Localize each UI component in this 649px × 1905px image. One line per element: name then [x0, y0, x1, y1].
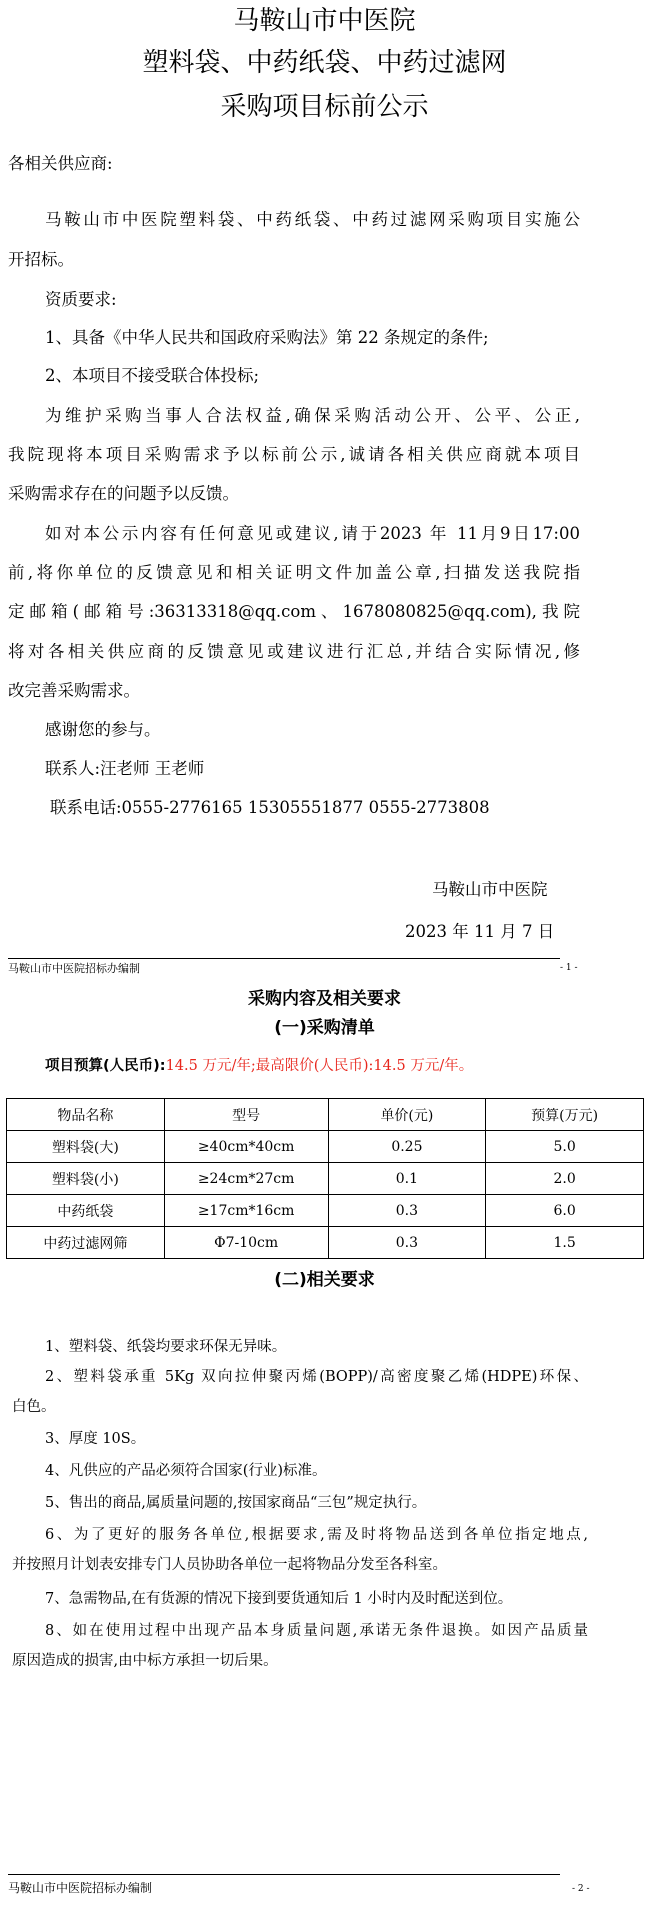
requirement-6-line-2: 并按照月计划表安排专门人员协助各单位一起将物品分发至各科室。 [12, 1557, 447, 1573]
table-cell: 中药纸袋 [7, 1195, 165, 1227]
table-cell: 0.3 [328, 1227, 486, 1259]
thanks-text: 感谢您的参与。 [45, 720, 161, 739]
contact-person: 联系人:汪老师 王老师 [45, 759, 205, 778]
budget-label: 项目预算(人民币): [45, 1058, 166, 1074]
table-cell: ≥17cm*16cm [164, 1195, 328, 1227]
page1-page-number: - 1 - [560, 963, 578, 973]
table-cell: 6.0 [486, 1195, 644, 1227]
table-cell: 塑料袋(小) [7, 1163, 165, 1195]
qualification-heading: 资质要求: [45, 290, 117, 309]
table-header-cell: 预算(万元) [486, 1099, 644, 1131]
contact-phone: 联系电话:0555-2776165 15305551877 0555-2773808 [50, 798, 490, 817]
requirement-1: 1、塑料袋、纸袋均要求环保无异味。 [45, 1339, 287, 1355]
qualification-item-2: 2、本项目不接受联合体投标; [45, 366, 260, 385]
budget-line [45, 1056, 473, 1076]
requirement-3: 3、厚度 10S。 [45, 1431, 146, 1447]
purpose-paragraph-line-1: 为维护采购当事人合法权益,确保采购活动公开、公平、公正, [45, 406, 580, 425]
requirement-7: 7、急需物品,在有货源的情况下接到要货通知后 1 小时内及时配送到位。 [45, 1591, 513, 1607]
feedback-paragraph-line-3: 定邮箱(邮箱号:36313318@qq.com、1678080825@qq.com),我院 [8, 602, 580, 621]
intro-paragraph-line-2: 开招标。 [8, 250, 74, 269]
feedback-paragraph-line-5: 改完善采购需求。 [8, 681, 140, 700]
title-line-1: 马鞍山市中医院 [233, 6, 416, 36]
table-header-cell: 型号 [164, 1099, 328, 1131]
page2-page-number: - 2 - [572, 1884, 590, 1894]
section-1-heading: (一)采购清单 [274, 1018, 375, 1038]
title-line-2: 塑料袋、中药纸袋、中药过滤网 [142, 48, 507, 78]
budget-value: 14.5 万元/年;最高限价(人民币):14.5 万元/年。 [165, 1058, 474, 1074]
qualification-item-1: 1、具备《中华人民共和国政府采购法》第 22 条规定的条件; [45, 328, 489, 347]
purchase-list-table [6, 1098, 644, 1259]
table-row [7, 1195, 644, 1227]
table-cell: 塑料袋(大) [7, 1131, 165, 1163]
salutation: 各相关供应商: [8, 154, 113, 173]
table-cell: 中药过滤网筛 [7, 1227, 165, 1259]
requirements-heading: 采购内容及相关要求 [248, 989, 401, 1009]
intro-paragraph-line-1: 马鞍山市中医院塑料袋、中药纸袋、中药过滤网采购项目实施公 [45, 210, 580, 229]
signature-organization: 马鞍山市中医院 [432, 880, 548, 899]
feedback-paragraph-line-1: 如对本公示内容有任何意见或建议,请于2023 年 11月9日17:00 [45, 524, 580, 543]
requirement-4: 4、凡供应的产品必须符合国家(行业)标准。 [45, 1463, 327, 1479]
table-cell: 5.0 [486, 1131, 644, 1163]
table-cell: 0.3 [328, 1195, 486, 1227]
table-cell: ≥24cm*27cm [164, 1163, 328, 1195]
table-header-cell: 单价(元) [328, 1099, 486, 1131]
requirement-5: 5、售出的商品,属质量问题的,按国家商品“三包”规定执行。 [45, 1495, 427, 1511]
table-cell: 1.5 [486, 1227, 644, 1259]
table-cell: 0.25 [328, 1131, 486, 1163]
table-header-cell: 物品名称 [7, 1099, 165, 1131]
requirement-6-line-1: 6、为了更好的服务各单位,根据要求,需及时将物品送到各单位指定地点, [45, 1527, 588, 1543]
requirement-8-line-1: 8、如在使用过程中出现产品本身质量问题,承诺无条件退换。如因产品质量 [45, 1623, 588, 1639]
signature-date: 2023 年 11 月 7 日 [405, 922, 555, 941]
table-cell: Φ7-10cm [164, 1227, 328, 1259]
feedback-paragraph-line-4: 将对各相关供应商的反馈意见或建议进行汇总,并结合实际情况,修 [8, 642, 580, 661]
table-cell: 0.1 [328, 1163, 486, 1195]
table-row [7, 1227, 644, 1259]
requirement-2-line-1: 2、塑料袋承重 5Kg 双向拉伸聚丙烯(BOPP)/高密度聚乙烯(HDPE)环保、 [45, 1369, 588, 1385]
feedback-paragraph-line-2: 前,将你单位的反馈意见和相关证明文件加盖公章,扫描发送我院指 [8, 563, 580, 582]
purpose-paragraph-line-3: 采购需求存在的问题予以反馈。 [8, 484, 239, 503]
page1-footer-text: 马鞍山市中医院招标办编制 [8, 962, 140, 975]
requirement-2-line-2: 白色。 [12, 1399, 56, 1415]
table-row [7, 1163, 644, 1195]
purpose-paragraph-line-2: 我院现将本项目采购需求予以标前公示,诚请各相关供应商就本项目 [8, 445, 580, 464]
table-cell: ≥40cm*40cm [164, 1131, 328, 1163]
table-cell: 2.0 [486, 1163, 644, 1195]
page1-footer-rule [8, 958, 560, 959]
page2-footer-rule [8, 1874, 560, 1875]
section-2-heading: (二)相关要求 [274, 1270, 375, 1290]
requirement-8-line-2: 原因造成的损害,由中标方承担一切后果。 [12, 1653, 278, 1669]
page2-footer-text: 马鞍山市中医院招标办编制 [8, 1881, 153, 1895]
table-header-row [7, 1099, 644, 1131]
title-line-3: 采购项目标前公示 [220, 92, 429, 122]
table-row [7, 1131, 644, 1163]
